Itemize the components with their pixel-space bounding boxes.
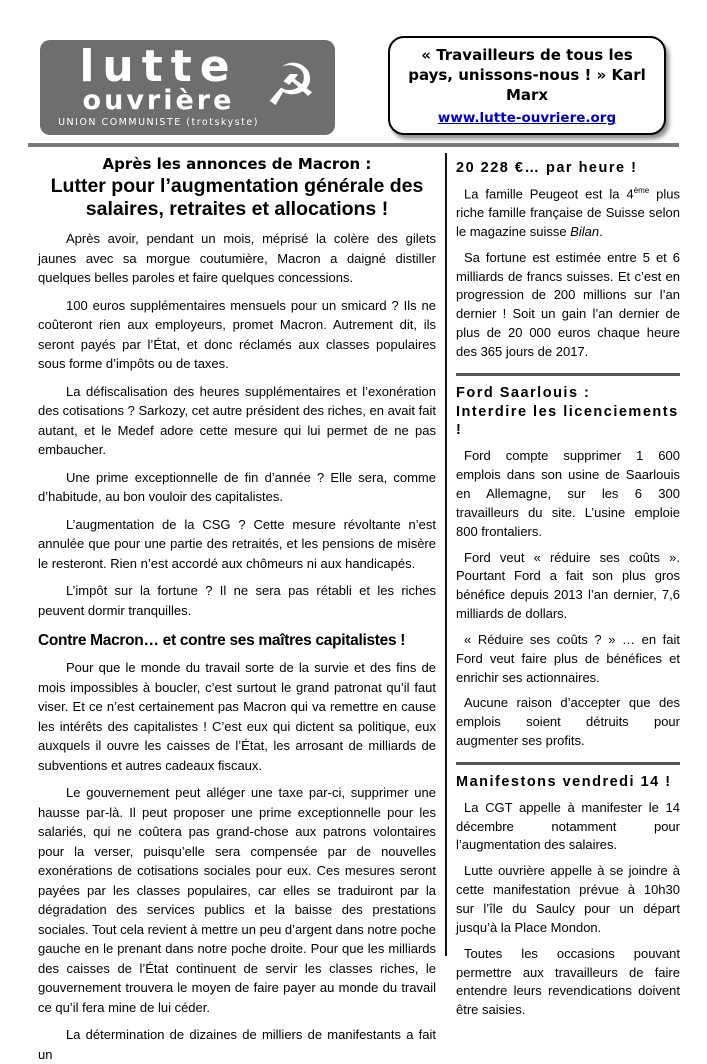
logo-subtitle: UNION COMMUNISTE (trotskyste): [58, 116, 259, 128]
article-headline: Lutter pour l’augmentation générale des salaires, retraites et allocations !: [50, 175, 424, 220]
sidebar-paragraph: [456, 185, 680, 242]
text-run: .: [599, 223, 603, 239]
website-link[interactable]: www.lutte-ouvriere.org: [437, 110, 617, 127]
sidebar-paragraph: Sa fortune est estimée entre 5 et 6 milliards de francs suisses. Et c’est en progression de 200 millions sur l’an dernier ! Soit un gain l’an dernier de plus de 20 000 euros chaque heure des 365 jours de 2017.: [456, 249, 680, 359]
title-line: Interdire les licenciements !: [456, 403, 679, 439]
magazine-name-italic: Bilan: [570, 223, 600, 239]
article-paragraph: L’impôt sur la fortune ? Il ne sera pas rétabli et les riches peuvent dormir tranquilles.: [38, 583, 436, 618]
title-line: Ford Saarlouis :: [456, 384, 591, 401]
hammer-and-sickle-icon: ☭: [264, 50, 317, 119]
sidebar-paragraph: Toutes les occasions pouvant permettre aux travailleurs de faire entendre leurs revendications doivent être saisies.: [456, 945, 680, 1018]
logo-line2: ouvrière: [82, 84, 235, 116]
sidebar-column: [447, 153, 680, 1018]
header-rule: [28, 143, 679, 147]
text-run: plus riche famille française de Suisse selon le magazine suisse: [456, 186, 680, 239]
article-paragraph: Pour que le monde du travail sorte de la survie et des fins de mois impossibles à boucler, c’est surtout le grand patronat qu’il faut viser. Et ce n’est certainement pas Macron qui va remettre en cause les intérêts des capitalistes ! C’est eux qui dictent sa politique, eux auxquels il ouvre les caisses de l’État, les arrosant de milliards de subventions et autres cadeaux fiscaux.: [38, 660, 436, 773]
sidebar-article-title-manifestation: Manifestons vendredi 14 !: [456, 773, 672, 790]
logo-wordmark: [58, 40, 259, 128]
sidebar-paragraph: « Réduire ses coûts ? » … en fait Ford veut faire plus de bénéfices et enrichir ses actionnaires.: [456, 631, 680, 685]
sidebar-divider: [456, 762, 680, 765]
article-subheading: Contre Macron… et contre ses maîtres capitalistes !: [38, 632, 406, 649]
sidebar-article-title-peugeot: 20 228 €… par heure !: [456, 160, 638, 176]
article-paragraph: L’augmentation de la CSG ? Cette mesure révoltante n’est annulée que pour une partie des retraités, et les pensions de misère le resteront. Rien n’est accordé aux chômeurs ni aux handicapés.: [38, 516, 436, 571]
text-run: La famille Peugeot est la 4: [464, 186, 634, 202]
logo-box: [40, 40, 335, 135]
sidebar-paragraph: Ford compte supprimer 1 600 emplois dans son usine de Saarlouis en Allemagne, sur les 6 300 travailleurs du site. L’usine emploie 800 frontaliers.: [456, 448, 680, 539]
sidebar-paragraph: Ford veut « réduire ses coûts ». Pourtant Ford a fait son plus gros bénéfice depuis 2013 l’an dernier, 7,6 milliards de dollars.: [456, 549, 680, 622]
article-paragraph: Après avoir, pendant un mois, méprisé la colère des gilets jaunes avec sa morgue coutumière, Macron a daigné distiller quelques belles paroles et faire quelques concessions.: [38, 231, 436, 285]
article-paragraph: Une prime exceptionnelle de fin d’année ? Elle sera, comme d’habitude, au bon vouloir des capitalistes.: [38, 469, 436, 504]
sidebar-divider: [456, 373, 680, 376]
article-paragraph: La défiscalisation des heures supplémentaires et l’exonération des cotisations ? Sarkozy, cet autre président des riches, en avait fait autant, et le Medef adore cette mesure qui lui permet de ne pas embaucher.: [38, 383, 436, 457]
article-kicker: Après les annonces de Macron :: [102, 155, 372, 173]
article-paragraph: 100 euros supplémentaires mensuels pour un smicard ? Ils ne coûteront rien aux employeurs, promet Macron. Autrement dit, ils seront payés par l’État, et donc réclamés aux classes populaires sous forme d’impôts ou de taxes.: [38, 297, 436, 371]
superscript-ordinal: ème: [633, 185, 650, 195]
content-area: [38, 153, 680, 1062]
quote-box: [388, 36, 666, 135]
marx-quote: « Travailleurs de tous les pays, unissons-nous ! » Karl Marx: [408, 45, 646, 105]
article-paragraph: La détermination de dizaines de milliers de manifestants a fait un: [38, 1027, 436, 1062]
sidebar-paragraph: Aucune raison d’accepter que des emplois soient détruits pour augmenter ses profits.: [456, 695, 680, 749]
article-paragraph: Le gouvernement peut alléger une taxe par-ci, supprimer une hausse par-là. Il peut proposer une prime exceptionnelle pour les salariés, qui ne coûtera pas grand-chose aux patrons volontaires pour la verser, puisqu’elle sera compensée par de nouvelles exonérations de cotisations sociales pour eux. Ces mesures seront payées par les classes populaires, car elles se traduiront par la dégradation des services publics et la baisse des prestations sociales. Tout cela revient à mettre un peu d’argent dans notre poche gauche en le prenant dans notre poche droite. Pour que les milliards des caisses de l’État continuent de servir les classes riches, le gouvernement trouvera le moyen de faire payer au monde du travail ce qu’il fera mine de lui céder.: [38, 785, 436, 1015]
sidebar-article-title-ford: [456, 384, 680, 441]
sidebar-paragraph: La CGT appelle à manifester le 14 décembre notamment pour l’augmentation des salaires.: [456, 799, 680, 853]
main-article-column: [38, 153, 445, 1062]
sidebar-paragraph: Lutte ouvrière appelle à se joindre à cette manifestation prévue à 10h30 sur l’île du Saulcy pour un départ jusqu’à la Place Mondon.: [456, 863, 680, 935]
logo-line1: lutte: [79, 40, 238, 92]
